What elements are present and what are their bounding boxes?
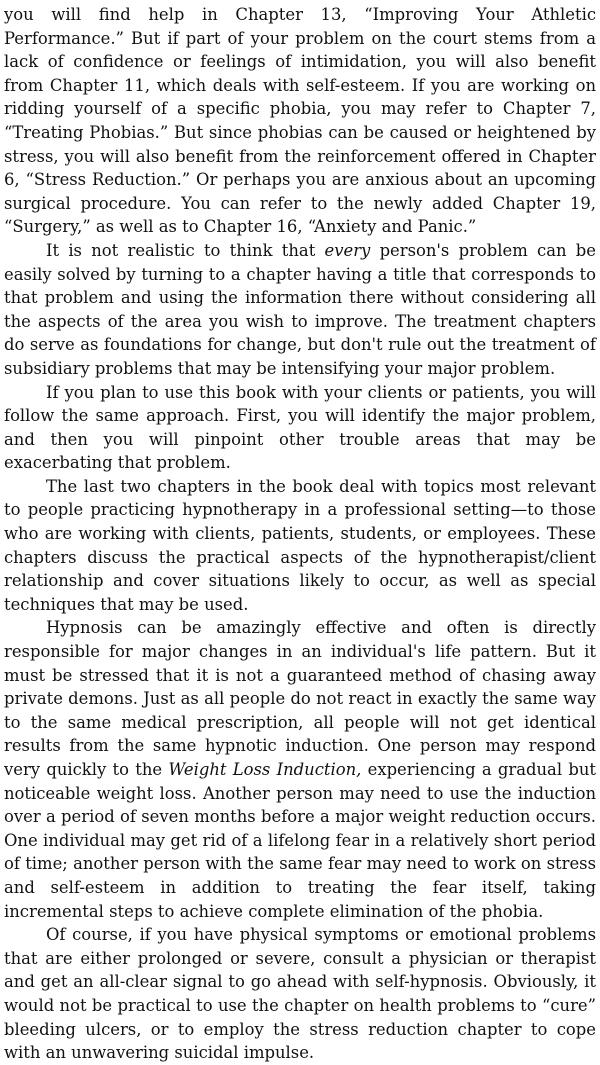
paragraph-5-text-a: Hypnosis can be amazingly effective and often is directly responsible for major changes in an individual's life pattern. But it must be stressed that it is not a guaranteed method of chasing away private demons. Just as all people do not react in exactly the same way to the same medical prescription, all people will not get identical results from the same hypnotic induction. One person may respond very quickly to the <box>4 618 596 779</box>
paragraph-4-text: The last two chapters in the book deal with topics most relevant to people practicing hypnotherapy in a professional setting—to those who are working with clients, patients, students, or employees. These chapters discuss the practical aspects of the hypnotherapist/client relationship and cover situations likely to occur, as well as special techniques that may be used. <box>4 476 596 614</box>
paragraph-3 <box>4 381 596 475</box>
paragraph-5-text-b: experiencing a gradual but noticeable weight loss. Another person may need to use the induction over a period of seven months before a major weight reduction occurs. One individual may get rid of a lifelong fear in a relatively short period of time; another person with the same fear may need to work on stress and self-esteem in addition to treating the fear itself, taking incremental steps to achieve complete elimination of the phobia. <box>4 760 596 921</box>
paragraph-3-text: If you plan to use this book with your clients or patients, you will follow the same approach. First, you will identify the major problem, and then you will pinpoint other trouble areas that may be exacerbating that problem. <box>4 382 596 473</box>
paragraph-5 <box>4 616 596 923</box>
emphasis-every: every <box>324 240 371 260</box>
paragraph-2-text-a: It is not realistic to think that <box>46 240 325 260</box>
paragraph-2-text-b: person's problem can be easily solved by turning to a chapter having a title that corresponds to that problem and using the information there without considering all the aspects of the area you wish to improve. The treatment chapters do serve as foundations for change, but don't rule out the treatment of subsidiary problems that may be intensifying your major problem. <box>4 240 596 378</box>
paragraph-1-text: you will find help in Chapter 13, “Improving Your Athletic Performance.” But if part of your problem on the court stems from a lack of confidence or feelings of intimidation, you will also benefit from Chapter 11, which deals with self-esteem. If you are working on ridding yourself of a specific phobia, you may refer to Chapter 7, “Treating Phobias.” But since phobias can be caused or heightened by stress, you will also benefit from the reinforcement offered in Chapter 6, “Stress Reduction.” Or perhaps you are anxious about an upcoming surgical procedure. You can refer to the newly added Chapter 19, “Surgery,” as well as to Chapter 16, “Anxiety and Panic.” <box>4 5 596 237</box>
paragraph-2 <box>4 239 596 381</box>
paragraph-6 <box>4 923 596 1065</box>
emphasis-weight-loss-induction: Weight Loss Induction, <box>168 760 362 779</box>
paragraph-4 <box>4 475 596 617</box>
paragraph-1 <box>4 3 596 239</box>
paragraph-6-text: Of course, if you have physical symptoms or emotional problems that are either prolonged or severe, consult a physician or therapist and get an all-clear signal to go ahead with self-hypnosis. Obviously, it would not be practical to use the chapter on health problems to “cure” bleeding ulcers, or to employ the stress reduction chapter to cope with an unwavering suicidal impulse. <box>4 925 596 1063</box>
